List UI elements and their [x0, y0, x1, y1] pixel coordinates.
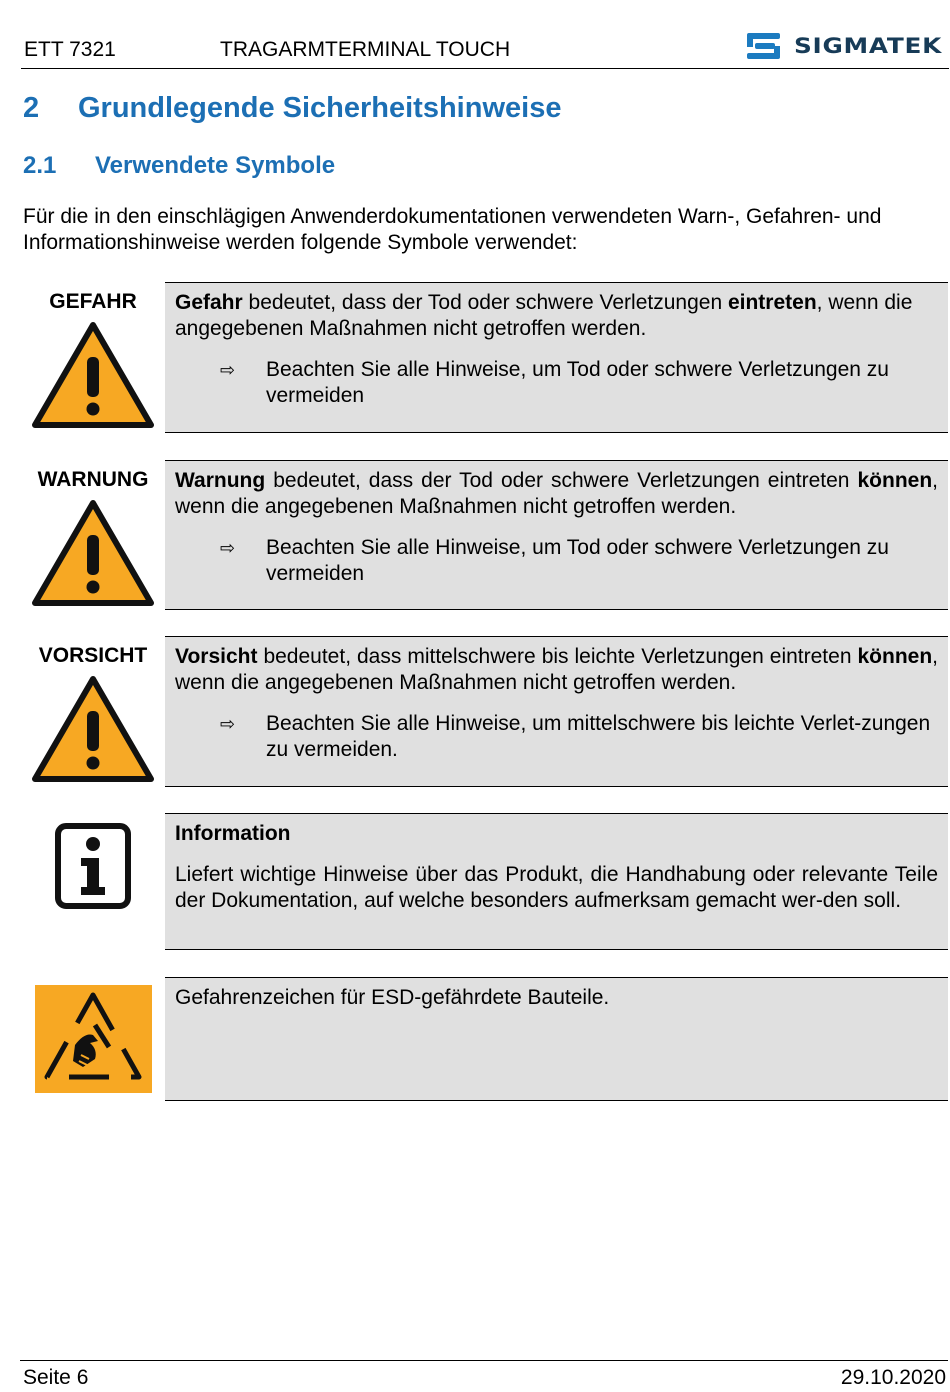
- action-item: [175, 535, 938, 587]
- note-symbol: [20, 636, 166, 783]
- signal-word: WARNUNG: [37, 468, 149, 491]
- note-text: bedeutet, dass der Tod oder schwere Verletzungen eintreten: [265, 469, 858, 492]
- brand-name: SIGMATEK: [793, 34, 942, 58]
- note-lead: Vorsicht: [175, 645, 258, 668]
- document-id: ETT 7321: [24, 38, 116, 61]
- chapter-number: 2: [23, 92, 40, 124]
- note-lead: Warnung: [175, 469, 266, 492]
- note-lead: Gefahr: [175, 291, 243, 314]
- note-emphasis: eintreten: [727, 291, 817, 314]
- note-danger: [20, 282, 948, 433]
- note-symbol: [20, 813, 166, 911]
- note-symbol: [20, 282, 166, 429]
- document-name: TRAGARMTERMINAL TOUCH: [220, 38, 511, 61]
- action-item: [175, 357, 938, 409]
- note-text: bedeutet, dass der Tod oder schwere Verletzungen: [242, 291, 728, 314]
- warning-triangle-icon: [31, 499, 155, 607]
- signal-word: VORSICHT: [38, 644, 148, 667]
- note-title: Information: [175, 822, 291, 845]
- section-heading: [23, 152, 335, 180]
- arrow-right-icon: ⇨: [220, 714, 236, 734]
- action-text: Beachten Sie alle Hinweise, um Tod oder schwere Verletzungen zu vermeiden: [266, 536, 889, 585]
- page-number: Seite 6: [23, 1366, 89, 1389]
- note-warning: [20, 460, 948, 610]
- note-information: [20, 813, 948, 950]
- action-item: [175, 711, 938, 763]
- chapter-title: Grundlegende Sicherheitshinweise: [78, 92, 562, 124]
- information-icon: [53, 821, 133, 911]
- note-symbol: [20, 977, 166, 1093]
- esd-warning-icon: [35, 985, 152, 1093]
- document-date: 29.10.2020: [840, 1366, 946, 1389]
- note-text: , wenn die angegebenen Maßnahmen nicht getroffen werden.: [175, 645, 938, 694]
- section-title: Verwendete Symbole: [95, 152, 336, 179]
- section-number: 2.1: [23, 152, 57, 179]
- signal-word: GEFAHR: [49, 290, 137, 313]
- note-emphasis: können: [857, 645, 933, 668]
- note-box: [165, 977, 948, 1101]
- arrow-right-icon: ⇨: [220, 360, 236, 380]
- note-symbol: [20, 460, 166, 607]
- note-text: , wenn die angegebenen Maßnahmen nicht getroffen werden.: [175, 291, 913, 340]
- action-text: Beachten Sie alle Hinweise, um Tod oder schwere Verletzungen zu vermeiden: [266, 358, 889, 407]
- page-header: [21, 36, 949, 69]
- note-box: [165, 813, 948, 950]
- sigmatek-logo: [747, 33, 945, 59]
- note-box: [165, 460, 948, 610]
- arrow-right-icon: ⇨: [220, 538, 236, 558]
- warning-triangle-icon: [31, 675, 155, 783]
- note-text: Gefahrenzeichen für ESD-gefährdete Bauteile.: [175, 986, 610, 1009]
- note-text: bedeutet, dass mittelschwere bis leichte Verletzungen eintreten: [257, 645, 858, 668]
- note-esd: [20, 977, 948, 1101]
- note-text: , wenn die angegebenen Maßnahmen nicht getroffen werden.: [175, 469, 938, 518]
- note-emphasis: können: [857, 469, 933, 492]
- sigmatek-logo-icon: [747, 33, 780, 59]
- note-box: [165, 282, 948, 433]
- page-footer: [20, 1360, 948, 1392]
- intro-paragraph: Für die in den einschlägigen Anwenderdokumentationen verwendeten Warn-, Gefahren- und Informationshinweise werden folgende Symbole verwendet:: [23, 205, 882, 254]
- chapter-heading: [23, 92, 561, 125]
- warning-triangle-icon: [31, 321, 155, 429]
- note-text: Liefert wichtige Hinweise über das Produkt, die Handhabung oder relevante Teile der Dokumentation, auf welche besonders aufmerksam gemacht wer-den soll.: [175, 863, 938, 912]
- action-text: Beachten Sie alle Hinweise, um mittelschwere bis leichte Verlet-zungen zu vermeiden.: [266, 712, 931, 761]
- note-caution: [20, 636, 948, 787]
- note-box: [165, 636, 948, 787]
